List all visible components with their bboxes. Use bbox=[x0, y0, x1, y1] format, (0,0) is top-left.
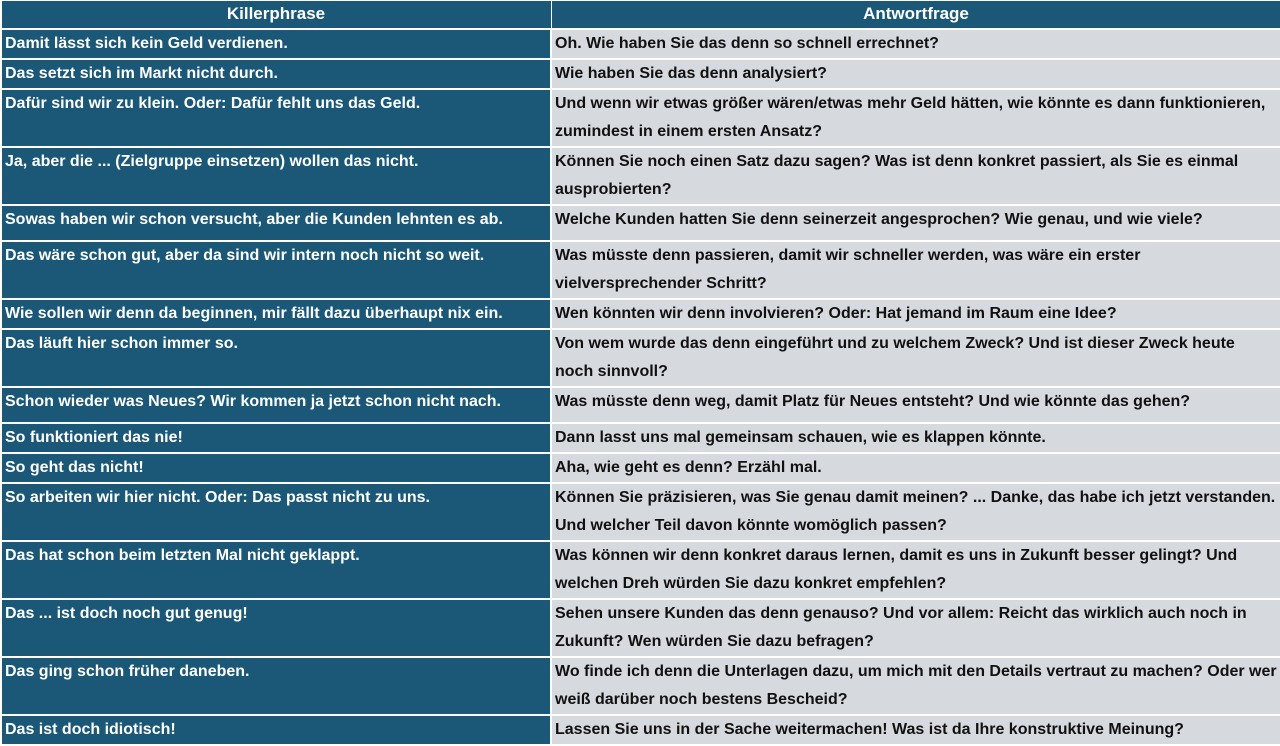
table-row bbox=[1, 147, 1280, 205]
killerphrase-cell: Das ... ist doch noch gut genug! bbox=[1, 599, 551, 657]
killerphrase-cell: Das läuft hier schon immer so. bbox=[1, 329, 551, 387]
antwortfrage-cell: Aha, wie geht es denn? Erzähl mal. bbox=[551, 453, 1280, 483]
antwortfrage-cell: Wo finde ich denn die Unterlagen dazu, um mich mit den Details vertraut zu machen? Oder wer weiß darüber noch bestens Bescheid? bbox=[551, 657, 1280, 715]
header-row bbox=[1, 1, 1280, 29]
antwortfrage-cell: Was können wir denn konkret daraus lernen, damit es uns in Zukunft besser gelingt? Und welchen Dreh würden Sie dazu konkret empfehlen? bbox=[551, 541, 1280, 599]
killerphrase-cell: So geht das nicht! bbox=[1, 453, 551, 483]
antwortfrage-cell: Und wenn wir etwas größer wären/etwas mehr Geld hätten, wie könnte es dann funktionieren, zumindest in einem ersten Ansatz? bbox=[551, 89, 1280, 147]
table-row bbox=[1, 89, 1280, 147]
antwortfrage-cell: Welche Kunden hatten Sie denn seinerzeit angesprochen? Wie genau, und wie viele? bbox=[551, 205, 1280, 241]
header-antwortfrage: Antwortfrage bbox=[551, 1, 1280, 29]
antwortfrage-cell: Wen könnten wir denn involvieren? Oder: Hat jemand im Raum eine Idee? bbox=[551, 299, 1280, 329]
killerphrase-cell: Das hat schon beim letzten Mal nicht geklappt. bbox=[1, 541, 551, 599]
table-row bbox=[1, 483, 1280, 541]
antwortfrage-cell: Sehen unsere Kunden das denn genauso? Und vor allem: Reicht das wirklich auch noch in Zukunft? Wen würden Sie dazu befragen? bbox=[551, 599, 1280, 657]
header-killerphrase: Killerphrase bbox=[1, 1, 551, 29]
killerphrase-cell: Das setzt sich im Markt nicht durch. bbox=[1, 59, 551, 89]
killerphrase-cell: Dafür sind wir zu klein. Oder: Dafür fehlt uns das Geld. bbox=[1, 89, 551, 147]
table-row bbox=[1, 541, 1280, 599]
antwortfrage-cell: Was müsste denn weg, damit Platz für Neues entsteht? Und wie könnte das gehen? bbox=[551, 387, 1280, 423]
killerphrase-cell: Das wäre schon gut, aber da sind wir intern noch nicht so weit. bbox=[1, 241, 551, 299]
antwortfrage-cell: Können Sie noch einen Satz dazu sagen? Was ist denn konkret passiert, als Sie es einmal ausprobierten? bbox=[551, 147, 1280, 205]
table-row bbox=[1, 241, 1280, 299]
table-row bbox=[1, 453, 1280, 483]
killerphrase-cell: So arbeiten wir hier nicht. Oder: Das passt nicht zu uns. bbox=[1, 483, 551, 541]
killerphrase-cell: Damit lässt sich kein Geld verdienen. bbox=[1, 29, 551, 59]
table-row bbox=[1, 715, 1280, 745]
antwortfrage-cell: Dann lasst uns mal gemeinsam schauen, wie es klappen könnte. bbox=[551, 423, 1280, 453]
killerphrase-cell: Wie sollen wir denn da beginnen, mir fällt dazu überhaupt nix ein. bbox=[1, 299, 551, 329]
killerphrase-cell: Sowas haben wir schon versucht, aber die Kunden lehnten es ab. bbox=[1, 205, 551, 241]
antwortfrage-cell: Können Sie präzisieren, was Sie genau damit meinen? ... Danke, das habe ich jetzt verstanden. Und welcher Teil davon könnte womöglich passen? bbox=[551, 483, 1280, 541]
antwortfrage-cell: Von wem wurde das denn eingeführt und zu welchem Zweck? Und ist dieser Zweck heute noch sinnvoll? bbox=[551, 329, 1280, 387]
antwortfrage-cell: Oh. Wie haben Sie das denn so schnell errechnet? bbox=[551, 29, 1280, 59]
killerphrase-cell: Das ist doch idiotisch! bbox=[1, 715, 551, 745]
antwortfrage-cell: Was müsste denn passieren, damit wir schneller werden, was wäre ein erster vielversprechender Schritt? bbox=[551, 241, 1280, 299]
killerphrase-cell: So funktioniert das nie! bbox=[1, 423, 551, 453]
antwortfrage-cell: Lassen Sie uns in der Sache weitermachen! Was ist da Ihre konstruktive Meinung? bbox=[551, 715, 1280, 745]
table-row bbox=[1, 59, 1280, 89]
table-row bbox=[1, 29, 1280, 59]
killerphrase-cell: Ja, aber die ... (Zielgruppe einsetzen) wollen das nicht. bbox=[1, 147, 551, 205]
table-row bbox=[1, 205, 1280, 241]
table-body bbox=[1, 29, 1280, 745]
antwortfrage-cell: Wie haben Sie das denn analysiert? bbox=[551, 59, 1280, 89]
killerphrase-cell: Das ging schon früher daneben. bbox=[1, 657, 551, 715]
table-row bbox=[1, 657, 1280, 715]
table-row bbox=[1, 299, 1280, 329]
table-row bbox=[1, 387, 1280, 423]
killerphrase-cell: Schon wieder was Neues? Wir kommen ja jetzt schon nicht nach. bbox=[1, 387, 551, 423]
table-row bbox=[1, 329, 1280, 387]
table-row bbox=[1, 599, 1280, 657]
table-row bbox=[1, 423, 1280, 453]
